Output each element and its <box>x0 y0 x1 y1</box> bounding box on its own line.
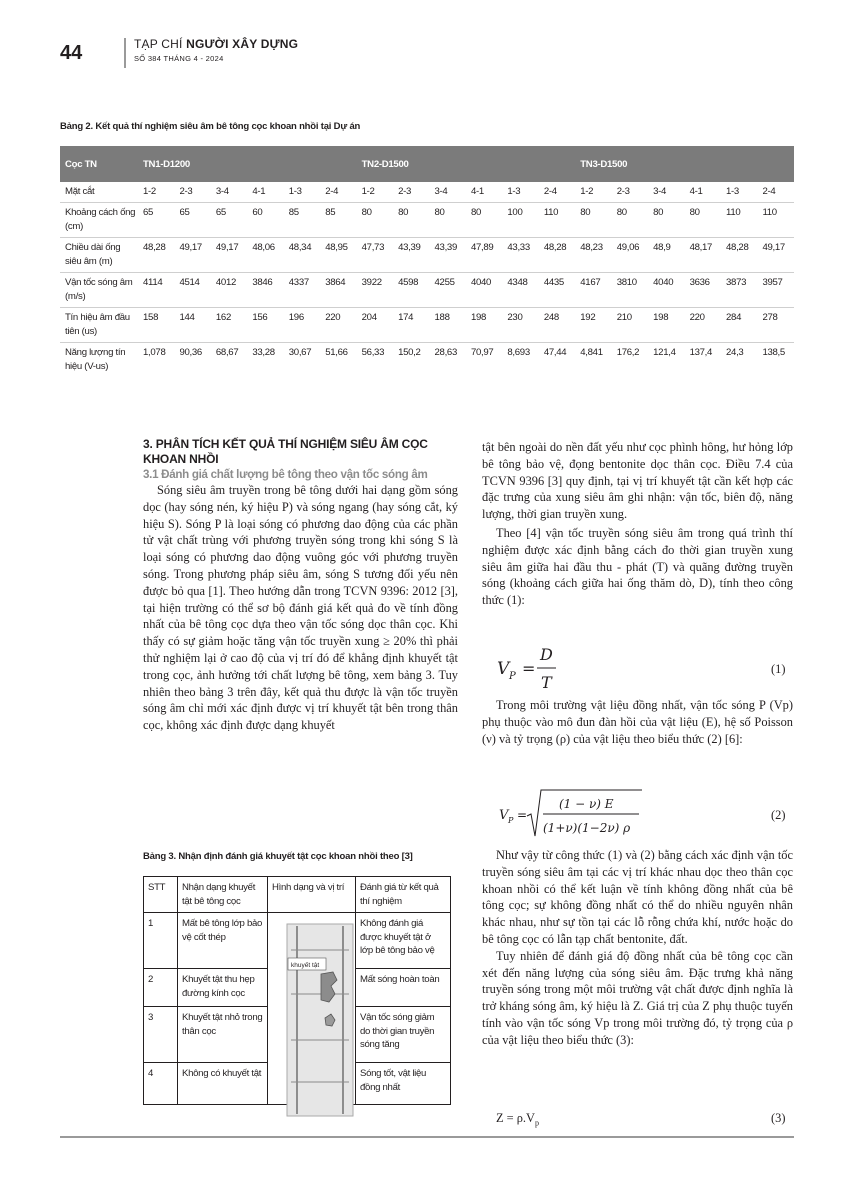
table2-cell: 68,67 <box>211 343 247 378</box>
table2-cell: 8,693 <box>502 343 538 378</box>
table2-cell: 47,89 <box>466 238 502 273</box>
table2-cell: 80 <box>648 203 684 238</box>
equation-number-2: (2) <box>771 808 786 822</box>
paragraph: Sóng siêu âm truyền trong bê tông dưới hai dạng gồm sóng dọc (hay sóng nén, ký hiệu P) và sóng ngang (hay sóng cắt, ký hiệu S). Sóng P là loại sóng có phương dao động của các phần tử vật chất trùng với phương truyền sóng trong khi sóng S là loại sóng có phương dao động vuông góc với phương truyền sóng. Trong phương pháp siêu âm, sóng S tương đối yếu nên được bỏ qua [1]. Theo hướng dẫn trong TCVN 9396: 2012 [3], tại hiện trường có thể sơ bộ đánh giá kết quả đo về tính đồng nhất của bê tông cọc dựa theo vận tốc sóng dọc thân cọc. Khi thấy có sự giảm hoặc tăng vận tốc truyền xung ≥ 20% thì phải thử nghiệm lại ở cao độ của vị trí đó để khẳng định khuyết tật trong cọc, ảnh hưởng tới chất lượng bê tông, xem bảng 3. Tuy nhiên theo bảng 3 trên đây, kết quả thu được là vận tốc truyền sóng âm chỉ mới xác định được vị trí khuyết tật bên trong thân cọc, không xác định được dạng khuyết <box>143 483 458 733</box>
table2-cell: 48,23 <box>575 238 611 273</box>
table2-cell: 198 <box>466 308 502 343</box>
table2-body <box>60 182 794 377</box>
table2-cell: 1-3 <box>726 186 739 197</box>
table2-cell: 3864 <box>320 273 356 308</box>
table2-cell: 48,95 <box>320 238 356 273</box>
table2-cell: 80 <box>393 203 429 238</box>
defect-label: khuyết tật <box>291 962 320 969</box>
table2-cell: 80 <box>430 203 466 238</box>
issue-number: SỐ 384 THÁNG 4 - 2024 <box>134 54 224 63</box>
table2-row <box>60 343 794 378</box>
table2-cell: 56,33 <box>357 343 393 378</box>
table2-cell: 24,3 <box>721 343 757 378</box>
table2-row <box>60 203 794 238</box>
table2-cell: 150,2 <box>393 343 429 378</box>
table2-cell: 4,841 <box>575 343 611 378</box>
table2-cell: 65 <box>211 203 247 238</box>
table2-cell: 162 <box>211 308 247 343</box>
table3-header-row <box>144 877 451 913</box>
table2-cell: 138,5 <box>757 343 794 378</box>
table2-cell: 80 <box>575 203 611 238</box>
table2-cell: 278 <box>757 308 794 343</box>
table2-cell: 70,97 <box>466 343 502 378</box>
table2-cell: 43,33 <box>502 238 538 273</box>
table3-type: Khuyết tật thu hẹp đường kính cọc <box>178 969 268 1007</box>
formula-2-sub: P <box>508 816 514 825</box>
table2-cell: 2-4 <box>762 186 776 197</box>
table2-cell: 1-2 <box>361 186 375 197</box>
table2-cell: 210 <box>612 308 648 343</box>
equation-number-1: (1) <box>771 662 786 676</box>
table3-eval: Không đánh giá được khuyết tật ở lớp bê tông bảo vệ <box>356 913 451 969</box>
table2-row-label: Năng lượng tín hiệu (V-us) <box>60 343 138 378</box>
table3-header-cell: Nhận dạng khuyết tật bê tông cọc <box>178 877 268 913</box>
table2-cell: 204 <box>357 308 393 343</box>
table2-cell: 176,2 <box>612 343 648 378</box>
table2-caption: Bảng 2. Kết quả thí nghiệm siêu âm bê tông cọc khoan nhồi tại Dự án <box>60 121 361 132</box>
table2-cell: 188 <box>430 308 466 343</box>
table2-cell: 3-4 <box>653 186 667 197</box>
table2-cell: 47,44 <box>539 343 575 378</box>
table2-cell: 137,4 <box>685 343 721 378</box>
table2-cell: 43,39 <box>393 238 429 273</box>
right-column-top <box>482 439 793 609</box>
table2-cell: 156 <box>247 308 283 343</box>
table2-row <box>60 182 794 203</box>
table2-cell: 4-1 <box>470 186 484 197</box>
table2-cell: 30,67 <box>284 343 320 378</box>
table2-cell: 4435 <box>539 273 575 308</box>
formula-2 <box>497 786 647 844</box>
table2-row-label: Tín hiệu âm đầu tiên (us) <box>60 308 138 343</box>
table2-cell: 3846 <box>247 273 283 308</box>
table2-cell: 3957 <box>757 273 794 308</box>
table2-cell: 110 <box>539 203 575 238</box>
formula-2-numerator: (1 − ν) E <box>559 797 614 811</box>
table2-header-row <box>60 146 794 182</box>
table2-cell: 65 <box>138 203 174 238</box>
table2-cell: 47,73 <box>357 238 393 273</box>
page-number: 44 <box>60 42 83 64</box>
table2-cell: 110 <box>757 203 794 238</box>
table2-header-cell: Cọc TN <box>60 146 138 182</box>
table3-type: Không có khuyết tật <box>178 1063 268 1105</box>
formula-1-equals: = <box>522 659 536 678</box>
table2-cell: 2-3 <box>616 186 630 197</box>
table2-cell: 4012 <box>211 273 247 308</box>
table2-cell: 220 <box>320 308 356 343</box>
formula-1-lhs: V <box>497 659 510 679</box>
table2-cell: 121,4 <box>648 343 684 378</box>
table2-cell: 220 <box>685 308 721 343</box>
right-column-bottom <box>482 847 793 1049</box>
table2-cell: 3-4 <box>434 186 448 197</box>
formula-3 <box>496 1111 539 1127</box>
table2-cell: 1-2 <box>143 186 156 197</box>
table2-cell: 4-1 <box>689 186 703 197</box>
table2-cell: 110 <box>721 203 757 238</box>
right-column-mid <box>482 697 793 747</box>
table2-cell: 1-3 <box>288 186 302 197</box>
table2-cell: 230 <box>502 308 538 343</box>
table3-type: Mất bê tông lớp bảo vệ cốt thép <box>178 913 268 969</box>
table2-cell: 85 <box>284 203 320 238</box>
table3-stt: 1 <box>144 913 178 969</box>
table3-stt: 4 <box>144 1063 178 1105</box>
header-divider <box>124 38 126 68</box>
table2-cell: 85 <box>320 203 356 238</box>
table2-cell: 174 <box>393 308 429 343</box>
table2-cell: 48,28 <box>539 238 575 273</box>
table2-cell: 33,28 <box>247 343 283 378</box>
table2-cell: 4514 <box>174 273 210 308</box>
table2-cell: 4114 <box>138 273 174 308</box>
table2-cell: 28,63 <box>430 343 466 378</box>
table2-row-label: Mặt cắt <box>65 186 95 197</box>
table2-cell: 196 <box>284 308 320 343</box>
table2-cell: 2-4 <box>325 186 339 197</box>
table2-cell: 198 <box>648 308 684 343</box>
pile-defect-illustration <box>285 922 355 1118</box>
paragraph: Trong môi trường vật liệu đồng nhất, vận tốc sóng P (Vp) phụ thuộc vào mô đun đàn hồi của vật liệu (E), hệ số Poisson (ν) và tỷ trọng (ρ) của vật liệu theo biểu thức (2) [6]: <box>482 698 793 746</box>
table3-header-cell: Hình dạng và vị trí <box>268 877 356 913</box>
table2-cell: 49,17 <box>174 238 210 273</box>
table2-cell: 51,66 <box>320 343 356 378</box>
table2-cell: 144 <box>174 308 210 343</box>
table2-row <box>60 273 794 308</box>
table2-cell: 4040 <box>466 273 502 308</box>
table2-row <box>60 238 794 273</box>
table3-stt: 3 <box>144 1007 178 1063</box>
formula-2-denominator: (1+ν)(1−2ν) ρ <box>543 821 631 835</box>
table2-cell: 2-4 <box>543 186 557 197</box>
table2-cell: 248 <box>539 308 575 343</box>
table2-cell: 4337 <box>284 273 320 308</box>
table2-cell: 48,34 <box>284 238 320 273</box>
table2-cell: 100 <box>502 203 538 238</box>
table2-cell: 80 <box>612 203 648 238</box>
table2-cell: 4-1 <box>252 186 266 197</box>
table3-caption: Bảng 3. Nhận định đánh giá khuyết tật cọc khoan nhồi theo [3] <box>143 851 413 862</box>
table2-cell: 80 <box>357 203 393 238</box>
table3-type: Khuyết tật nhỏ trong thân cọc <box>178 1007 268 1063</box>
table2-row-label: Chiều dài ống siêu âm (m) <box>60 238 138 273</box>
table2-cell: 48,28 <box>138 238 174 273</box>
table3-eval: Vận tốc sóng giảm do thời gian truyền sóng tăng <box>356 1007 451 1063</box>
table2-cell: 48,06 <box>247 238 283 273</box>
table2-cell: 48,9 <box>648 238 684 273</box>
table2-cell: 49,17 <box>211 238 247 273</box>
table2-cell: 90,36 <box>174 343 210 378</box>
table2-cell: 1-2 <box>580 186 594 197</box>
formula-3-sub: p <box>534 1118 539 1128</box>
table3-header-cell: Đánh giá từ kết quả thí nghiệm <box>356 877 451 913</box>
magazine-prefix: TẠP CHÍ <box>134 37 183 51</box>
equation-number-3: (3) <box>771 1111 786 1125</box>
table2-cell: 48,28 <box>721 238 757 273</box>
formula-2-equals: = <box>517 808 528 822</box>
table3-header-cell: STT <box>144 877 178 913</box>
magazine-title <box>134 37 298 51</box>
left-column <box>143 437 458 734</box>
section-heading: 3. PHÂN TÍCH KẾT QUẢ THÍ NGHIỆM SIÊU ÂM CỌC KHOAN NHỒI <box>143 437 428 466</box>
table2-header-cell: TN3-D1500 <box>575 146 794 182</box>
formula-1-sub: P <box>509 671 516 682</box>
magazine-name: NGƯỜI XÂY DỰNG <box>186 37 299 51</box>
table2-cell: 80 <box>685 203 721 238</box>
table2-cell: 80 <box>466 203 502 238</box>
table2-cell: 60 <box>247 203 283 238</box>
paragraph: Như vậy từ công thức (1) và (2) bằng cách xác định vận tốc truyền sóng siêu âm tại các vị trí khác nhau dọc theo thân cọc khoan nhồi có thể kết luận về tính không đồng nhất của bê tông cọc; sự không đồng nhất có thể do nhiều nguyên nhân khác nhau, như sự tồn tại các lỗ rỗng chứa khí, nước hoặc do bê tông cọc có lẫn tạp chất bentonite, đất. <box>482 848 793 946</box>
table2-cell: 4040 <box>648 273 684 308</box>
table2-cell: 48,17 <box>685 238 721 273</box>
table2-row-label: Khoảng cách ống (cm) <box>60 203 138 238</box>
subsection-heading: 3.1 Đánh giá chất lượng bê tông theo vận tốc sóng âm <box>143 468 428 481</box>
table2-cell: 3-4 <box>215 186 229 197</box>
table2-cell: 2-3 <box>179 186 193 197</box>
table3-eval: Mất sóng hoàn toàn <box>356 969 451 1007</box>
paragraph: Tuy nhiên để đánh giá độ đồng nhất của bê tông cọc cần xét đến năng lượng của sóng siêu âm. Đặc trưng khả năng truyền sóng trong một môi trường vật chất được định nghĩa là trở kháng sóng âm, ký hiệu là Z. Giá trị của Z phụ thuộc tuyến tính vào vận tốc sóng Vp trong môi trường đó, tỷ trọng của ρ của vật liệu theo biểu thức (3): <box>482 948 793 1047</box>
table2-cell: 4598 <box>393 273 429 308</box>
table3-eval: Sóng tốt, vật liệu đồng nhất <box>356 1063 451 1105</box>
table2-cell: 284 <box>721 308 757 343</box>
table2-row <box>60 308 794 343</box>
formula-3-text: Z = ρ.V <box>496 1111 535 1125</box>
table2 <box>60 146 794 377</box>
table2-cell: 1-3 <box>507 186 521 197</box>
table2-cell: 4167 <box>575 273 611 308</box>
footer-divider <box>60 1136 794 1138</box>
paragraph: tật bên ngoài do nền đất yếu như cọc phình hông, hư hỏng lớp bê tông bảo vệ, đọng bentonite dọc thân cọc. Điều 7.4 của TCVN 9396 [3] quy định, tại vị trí khuyết tật cần kết hợp các đặc trưng của xung siêu âm ghi nhận: vận tốc, biên độ, năng lượng, thời gian truyền xung. <box>482 440 793 522</box>
table2-cell: 3873 <box>721 273 757 308</box>
formula-1-denominator: T <box>541 673 552 692</box>
table2-cell: 158 <box>138 308 174 343</box>
table2-header-cell: TN1-D1200 <box>138 146 357 182</box>
table2-cell: 49,17 <box>757 238 794 273</box>
formula-1-numerator: D <box>540 645 553 664</box>
table2-cell: 4348 <box>502 273 538 308</box>
table2-cell: 49,06 <box>612 238 648 273</box>
formula-1 <box>495 638 575 694</box>
table2-cell: 1,078 <box>138 343 174 378</box>
table2-header-cell: TN2-D1500 <box>357 146 576 182</box>
table2-cell: 3922 <box>357 273 393 308</box>
table3-stt: 2 <box>144 969 178 1007</box>
table2-cell: 43,39 <box>430 238 466 273</box>
table2-cell: 192 <box>575 308 611 343</box>
table2-cell: 65 <box>174 203 210 238</box>
table2-cell: 2-3 <box>398 186 412 197</box>
formula-2-lhs: V <box>499 808 509 823</box>
table2-cell: 3636 <box>685 273 721 308</box>
table2-row-label: Vận tốc sóng âm (m/s) <box>60 273 138 308</box>
table2-cell: 4255 <box>430 273 466 308</box>
paragraph: Theo [4] vận tốc truyền sóng siêu âm trong quá trình thí nghiệm được xác định bằng cách đo thời gian truyền xung siêu âm giữa hai đầu thu - phát (T) và quãng đường truyền sóng (khoảng cách giữa hai ống thăm dò, D), tính theo công thức (1): <box>482 525 793 608</box>
table2-cell: 3810 <box>612 273 648 308</box>
